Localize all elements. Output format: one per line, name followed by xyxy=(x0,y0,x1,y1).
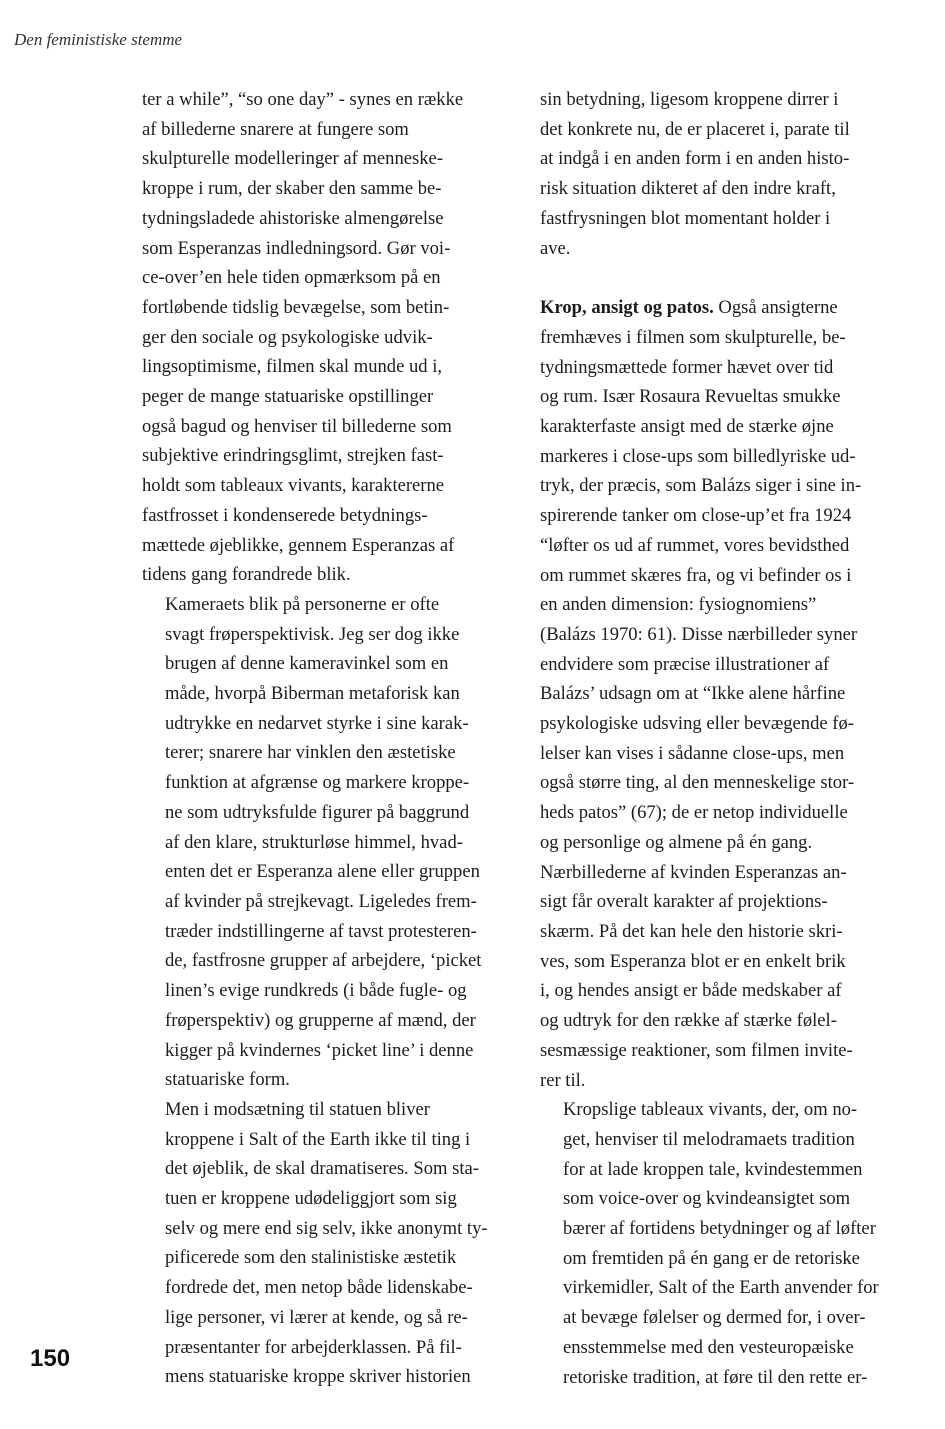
text-line: Balázs’ udsagn om at “Ikke alene hårfine xyxy=(540,683,846,705)
text-line: sigt får overalt karakter af projektions- xyxy=(540,891,828,913)
text-line: tydningsladede ahistoriske almengørelse xyxy=(142,207,444,229)
text-line: mættede øjeblikke, gennem Esperanzas af xyxy=(142,534,455,556)
text-line: selv og mere end sig selv, ikke anonymt ty- xyxy=(165,1217,488,1239)
text-line: en anden dimension: fysiognomiens” xyxy=(540,594,817,616)
left-paragraph-2 xyxy=(142,590,514,1095)
text-line: brugen af denne kameravinkel som en xyxy=(165,653,449,675)
text-line: og personlige og almene på én gang. xyxy=(540,831,813,853)
text-line: “løfter os ud af rummet, vores bevidsthed xyxy=(540,534,850,556)
text-line: lingsoptimisme, filmen skal munde ud i, xyxy=(142,356,443,378)
text-line: enten det er Esperanza alene eller gruppen xyxy=(165,861,480,883)
right-paragraph-3 xyxy=(540,1095,912,1392)
text-line: af billederne snarere at fungere som xyxy=(142,118,409,140)
text-line: af kvinder på strejkevagt. Ligeledes frem- xyxy=(165,890,477,912)
text-line: fastfrosset i kondenserede betydnings- xyxy=(142,504,428,526)
text-line: kroppe i rum, der skaber den samme be- xyxy=(142,178,442,200)
left-paragraph-1 xyxy=(142,85,514,590)
text-line: svagt frøperspektivisk. Jeg ser dog ikke xyxy=(165,623,460,645)
text-line: subjektive erindringsglimt, strejken fast- xyxy=(142,445,444,467)
text-line: linen’s evige rundkreds (i både fugle- og xyxy=(165,980,467,1002)
text-line: træder indstillingerne af tavst protesteren- xyxy=(165,920,477,942)
text-line: det øjeblik, de skal dramatiseres. Som sta- xyxy=(165,1158,479,1180)
text-line: spirerende tanker om close-up’et fra 1924 xyxy=(540,505,852,527)
text-line: mens statuariske kroppe skriver historien xyxy=(165,1366,471,1388)
text-line: ce-over’en hele tiden opmærksom på en xyxy=(142,267,441,289)
text-line: præsentanter for arbejderklassen. På fil- xyxy=(165,1336,462,1358)
text-line: bærer af fortidens betydninger og af løfter xyxy=(563,1218,876,1240)
right-paragraph-2 xyxy=(540,293,912,1095)
text-line: også større ting, al den menneskelige stor- xyxy=(540,772,855,794)
text-line: måde, hvorpå Biberman metaforisk kan xyxy=(165,683,460,705)
text-line: som Esperanzas indledningsord. Gør voi- xyxy=(142,237,451,259)
text-line: markeres i close-ups som billedlyriske ud- xyxy=(540,445,856,467)
text-line: sesmæssige reaktioner, som filmen invite- xyxy=(540,1039,853,1061)
left-column xyxy=(142,85,514,1392)
text-line: virkemidler, Salt of the Earth anvender for xyxy=(563,1277,879,1299)
left-paragraph-3 xyxy=(142,1095,514,1392)
text-line: kigger på kvindernes ‘picket line’ i denne xyxy=(165,1039,474,1061)
text-line: risk situation dikteret af den indre kraft, xyxy=(540,178,836,200)
text-line: karakterfaste ansigt med de stærke øjne xyxy=(540,416,834,438)
text-line: get, henviser til melodramaets tradition xyxy=(563,1128,855,1150)
text-line: ger den sociale og psykologiske udvik- xyxy=(142,326,433,348)
text-line: holdt som tableaux vivants, karaktererne xyxy=(142,475,445,497)
text-line: de, fastfrosne grupper af arbejdere, ‘picket xyxy=(165,950,482,972)
text-line: ves, som Esperanza blot er en enkelt brik xyxy=(540,950,846,972)
text-line: Men i modsætning til statuen bliver xyxy=(165,1098,430,1120)
text-line: psykologiske udsving eller bevægende fø- xyxy=(540,713,854,735)
text-line: lelser kan vises i sådanne close-ups, men xyxy=(540,742,845,764)
text-line: ne som udtryksfulde figurer på baggrund xyxy=(165,801,470,823)
text-line: tydningsmættede former hævet over tid xyxy=(540,356,834,378)
right-paragraph-1 xyxy=(540,85,912,263)
text-line: af den klare, strukturløse himmel, hvad- xyxy=(165,831,463,853)
text-line: og rum. Især Rosaura Revueltas smukke xyxy=(540,386,841,408)
text-line: heds patos” (67); de er netop individuelle xyxy=(540,802,848,824)
text-line: endvidere som præcise illustrationer af xyxy=(540,653,830,675)
text-line: statuariske form. xyxy=(165,1069,290,1091)
text-line: peger de mange statuariske opstillinger xyxy=(142,386,434,408)
right-column xyxy=(540,85,912,1392)
text-line: terer; snarere har vinklen den æstetiske xyxy=(165,742,456,764)
text-line: fortløbende tidslig bevægelse, som betin- xyxy=(142,296,450,318)
text-line: lige personer, vi lærer at kende, og så re- xyxy=(165,1306,468,1328)
text-line: retoriske tradition, at føre til den rette er- xyxy=(563,1366,868,1388)
text-line: udtrykke en nedarvet styrke i sine karak- xyxy=(165,712,469,734)
text-line: sin betydning, ligesom kroppene dirrer i xyxy=(540,89,839,110)
text-line: fordrede det, men netop både lidenskabe- xyxy=(165,1277,473,1299)
text-line: frøperspektiv) og grupperne af mænd, der xyxy=(165,1009,476,1031)
text-line: fastfrysningen blot momentant holder i xyxy=(540,207,831,229)
text-line: (Balázs 1970: 61). Disse nærbilleder syner xyxy=(540,623,858,645)
text-line: tidens gang forandrede blik. xyxy=(142,564,351,586)
text-line: om rummet skæres fra, og vi befinder os i xyxy=(540,564,852,586)
text-line: kroppene i Salt of the Earth ikke til ting i xyxy=(165,1128,471,1150)
text-line: som voice-over og kvindeansigtet som xyxy=(563,1188,851,1210)
text-line: ave. xyxy=(540,237,571,259)
text-line: for at lade kroppen tale, kvindestemmen xyxy=(563,1158,863,1180)
text-line xyxy=(540,293,912,323)
text-line: og udtryk for den række af stærke følel- xyxy=(540,1010,837,1032)
heading-line-rest: Også ansigterne xyxy=(713,297,838,319)
text-line: Nærbillederne af kvinden Esperanzas an- xyxy=(540,861,847,883)
text-line: Kropslige tableaux vivants, der, om no- xyxy=(563,1099,858,1121)
text-line: rer til. xyxy=(540,1069,586,1091)
text-line: ensstemmelse med den vesteuropæiske xyxy=(563,1336,854,1358)
section-heading: Krop, ansigt og patos. xyxy=(540,297,714,319)
text-line: funktion at afgrænse og markere kroppe- xyxy=(165,772,470,794)
text-line: ter a while”, “so one day” - synes en række xyxy=(142,89,464,110)
text-line: tuen er kroppene udødeliggjort som sig xyxy=(165,1188,457,1210)
text-line: tryk, der præcis, som Balázs siger i sine in- xyxy=(540,475,862,497)
text-line: skærm. På det kan hele den historie skri- xyxy=(540,920,843,942)
text-line: Kameraets blik på personerne er ofte xyxy=(165,593,440,615)
text-line: at bevæge følelser og dermed for, i over- xyxy=(563,1307,866,1329)
text-line: skulpturelle modelleringer af menneske- xyxy=(142,148,444,170)
text-line: i, og hendes ansigt er både medskaber af xyxy=(540,980,842,1002)
text-line: også bagud og henviser til billederne som xyxy=(142,415,452,437)
text-line: pificerede som den stalinistiske æstetik xyxy=(165,1247,457,1269)
running-head: Den feministiske stemme xyxy=(14,30,183,49)
text-line: fremhæves i filmen som skulpturelle, be- xyxy=(540,326,846,348)
text-line: om fremtiden på én gang er de retoriske xyxy=(563,1247,860,1269)
page-number: 150 xyxy=(30,1345,71,1372)
text-line: det konkrete nu, de er placeret i, parate til xyxy=(540,118,850,140)
text-line: at indgå i en anden form i en anden histo- xyxy=(540,148,850,170)
